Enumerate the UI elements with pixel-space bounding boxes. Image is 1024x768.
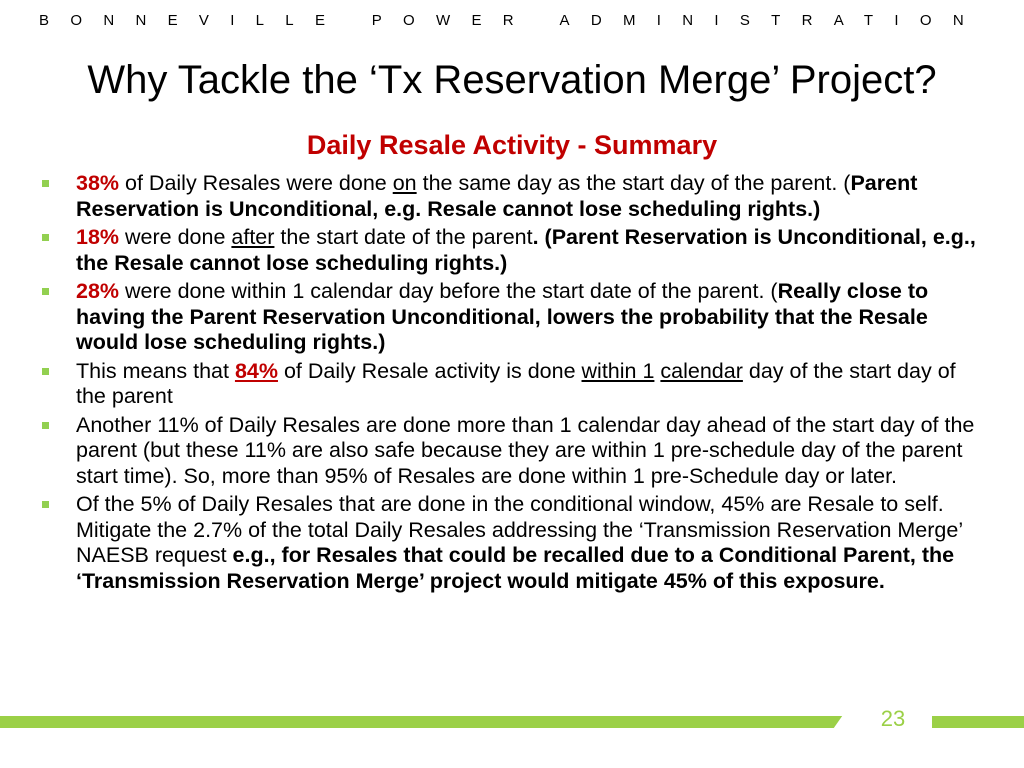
bullet-underlined-text: on bbox=[392, 171, 417, 195]
bullet-item bbox=[38, 279, 988, 356]
bullet-text: the same day as the start day of the parent. ( bbox=[416, 171, 851, 195]
bullet-underlined-text: within 1 bbox=[581, 358, 655, 383]
bullet-item bbox=[38, 413, 988, 490]
bullet-percent: 18% bbox=[76, 225, 120, 249]
bullet-square-icon bbox=[42, 368, 49, 375]
bullet-text: This means that bbox=[76, 358, 235, 383]
bullet-item bbox=[38, 492, 988, 594]
bullet-bold-text: Really close to having the Parent Reservation Unconditional, lowers the probability that the Resale would lose scheduling rights.) bbox=[76, 279, 929, 354]
bullet-text: of Daily Resale activity is done bbox=[277, 358, 582, 383]
bullet-bold-text: e.g., for Resales that could be recalled due to a Conditional Parent, the ‘Transmission Reservation Merge’ project would mitigate 45% of this exposure. bbox=[76, 543, 955, 593]
footer-bar-left bbox=[0, 716, 845, 728]
organization-header: BONNEVILLE POWER ADMINISTRATION bbox=[39, 12, 985, 29]
bullet-underlined-text: calendar bbox=[660, 358, 743, 383]
bullet-percent: 28% bbox=[76, 279, 120, 303]
bullet-item bbox=[38, 225, 988, 276]
bullet-square-icon bbox=[42, 422, 49, 429]
bullet-text: of Daily Resales were done bbox=[119, 171, 393, 195]
bullet-bold-text: . (Parent Reservation is Unconditional, e.g., the Resale cannot lose scheduling rights.) bbox=[76, 225, 976, 275]
bullet-text: Of the 5% of Daily Resales that are done in the conditional window, 45% are Resale to self. Mitigate the 2.7% of the total Daily Resales addressing the ‘Transmission Reservation Merge’ NAESB request bbox=[76, 492, 963, 567]
slide-subtitle: Daily Resale Activity - Summary bbox=[306, 130, 718, 160]
bullet-text: day of the start day of the parent bbox=[76, 358, 956, 408]
bullet-item bbox=[38, 171, 988, 222]
bullet-square-icon bbox=[42, 180, 49, 187]
page-number: 23 bbox=[880, 706, 906, 731]
bullet-percent: 84% bbox=[234, 358, 278, 383]
bullet-bold-text: Parent Reservation is Unconditional, e.g. Resale cannot lose scheduling rights.) bbox=[76, 171, 918, 221]
bullet-square-icon bbox=[42, 234, 49, 241]
footer-bar-right bbox=[932, 716, 1024, 728]
bullet-underlined-text: after bbox=[231, 225, 275, 249]
bullet-text: were done within 1 calendar day before the start date of the parent. ( bbox=[119, 279, 778, 303]
bullet-percent: 38% bbox=[76, 171, 120, 195]
bullet-text: the start date of the parent bbox=[274, 225, 533, 249]
bullet-text: Another 11% of Daily Resales are done more than 1 calendar day ahead of the start day of the parent (but these 11% are also safe because they are within 1 pre-schedule day of the parent start time). So, more than 95% of Resales are done within 1 pre-Schedule day or later. bbox=[76, 412, 975, 488]
bullet-item bbox=[38, 359, 988, 410]
bullet-list bbox=[38, 171, 988, 597]
bullet-square-icon bbox=[42, 501, 49, 508]
slide-title: Why Tackle the ‘Tx Reservation Merge’ Project? bbox=[87, 58, 937, 102]
bullet-square-icon bbox=[42, 288, 49, 295]
bullet-text: were done bbox=[119, 225, 232, 249]
